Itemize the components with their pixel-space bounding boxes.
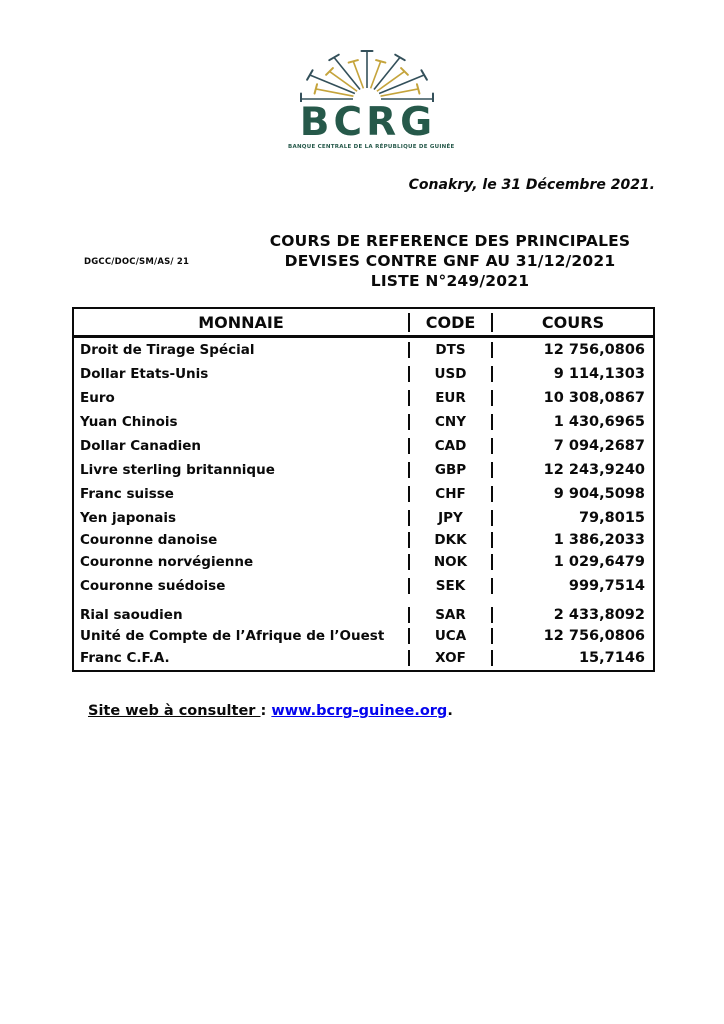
exchange-rate-cell: 12 243,9240	[491, 462, 653, 478]
currency-code-cell: CNY	[408, 414, 491, 430]
exchange-rate-cell: 10 308,0867	[491, 390, 653, 406]
currency-name-cell: Dollar Canadien	[80, 438, 201, 454]
currency-name-cell: Franc suisse	[80, 486, 174, 502]
table-header-row	[74, 309, 653, 338]
currency-code-cell: JPY	[408, 510, 491, 526]
table-row	[74, 458, 653, 482]
currency-name-cell: Couronne danoise	[80, 532, 218, 548]
currency-code-cell: UCA	[408, 628, 491, 644]
column-header-cours: COURS	[491, 313, 653, 332]
table-row	[74, 434, 653, 458]
exchange-rate-cell: 1 430,6965	[491, 414, 653, 430]
exchange-rate-cell: 9 904,5098	[491, 486, 653, 502]
website-period: .	[447, 703, 453, 719]
exchange-rate-cell: 12 756,0806	[491, 342, 653, 358]
table-row	[74, 550, 653, 574]
currency-name-cell: Droit de Tirage Spécial	[80, 342, 255, 358]
table-row	[74, 410, 653, 434]
table-row	[74, 646, 653, 670]
website-line	[88, 703, 453, 719]
table-row	[74, 506, 653, 530]
currency-code-cell: CAD	[408, 438, 491, 454]
currency-name-cell: Euro	[80, 390, 115, 406]
reference-code: DGCC/DOC/SM/AS/ 21	[84, 257, 190, 267]
currency-name-cell: Livre sterling britannique	[80, 462, 275, 478]
currency-code-cell: DKK	[408, 532, 491, 548]
exchange-rate-cell: 7 094,2687	[491, 438, 653, 454]
date-line: Conakry, le 31 Décembre 2021.	[408, 177, 655, 193]
currency-name-cell: Couronne suédoise	[80, 578, 226, 594]
currency-name-cell: Rial saoudien	[80, 606, 183, 623]
table-row	[74, 362, 653, 386]
title-line-3: LISTE N°249/2021	[370, 272, 530, 290]
table-row	[74, 338, 653, 362]
website-link[interactable]: www.bcrg-guinee.org	[271, 703, 448, 719]
exchange-rate-cell: 79,8015	[491, 510, 653, 526]
table-row	[74, 530, 653, 550]
website-label: Site web à consulter	[88, 703, 261, 719]
table-row	[74, 386, 653, 410]
currency-code-cell: EUR	[408, 390, 491, 406]
currency-name-cell: Unité de Compte de l’Afrique de l’Ouest	[80, 627, 385, 644]
currency-code-cell: CHF	[408, 486, 491, 502]
exchange-rate-cell: 15,7146	[491, 650, 653, 666]
column-header-code: CODE	[408, 313, 491, 332]
currency-code-cell: NOK	[408, 554, 491, 570]
exchange-rates-table	[72, 307, 655, 672]
currency-name-cell: Yen japonais	[80, 510, 177, 526]
exchange-rate-cell: 12 756,0806	[491, 628, 653, 644]
exchange-rate-cell: 1 029,6479	[491, 554, 653, 570]
currency-code-cell: SEK	[408, 578, 491, 594]
exchange-rate-cell: 1 386,2033	[491, 532, 653, 548]
table-row	[74, 574, 653, 598]
currency-name-cell: Franc C.F.A.	[80, 650, 170, 666]
table-row	[74, 625, 653, 646]
table-body	[74, 338, 653, 670]
title-line-2: DEVISES CONTRE GNF AU 31/12/2021	[284, 252, 616, 270]
column-header-monnaie: MONNAIE	[198, 312, 284, 332]
table-row	[74, 482, 653, 506]
sunburst-rays-icon	[292, 46, 442, 102]
exchange-rate-cell: 999,7514	[491, 578, 653, 594]
currency-name-cell: Dollar Etats-Unis	[80, 366, 209, 382]
currency-code-cell: USD	[408, 366, 491, 382]
currency-code-cell: DTS	[408, 342, 491, 358]
table-row	[74, 604, 653, 625]
currency-code-cell: GBP	[408, 462, 491, 478]
exchange-rate-cell: 2 433,8092	[491, 607, 653, 623]
bcrg-logo	[288, 46, 455, 150]
exchange-rate-cell: 9 114,1303	[491, 366, 653, 382]
page-title	[250, 231, 650, 291]
currency-code-cell: SAR	[408, 607, 491, 623]
currency-name-cell: Yuan Chinois	[80, 414, 178, 430]
logo-caption: BANQUE CENTRALE DE LA RÉPUBLIQUE DE GUINÉE	[288, 144, 455, 150]
website-separator: :	[260, 703, 272, 719]
currency-code-cell: XOF	[408, 650, 491, 666]
currency-name-cell: Couronne norvégienne	[80, 554, 254, 570]
title-line-1: COURS DE REFERENCE DES PRINCIPALES	[269, 232, 631, 250]
logo-wordmark: BCRG	[299, 100, 437, 145]
